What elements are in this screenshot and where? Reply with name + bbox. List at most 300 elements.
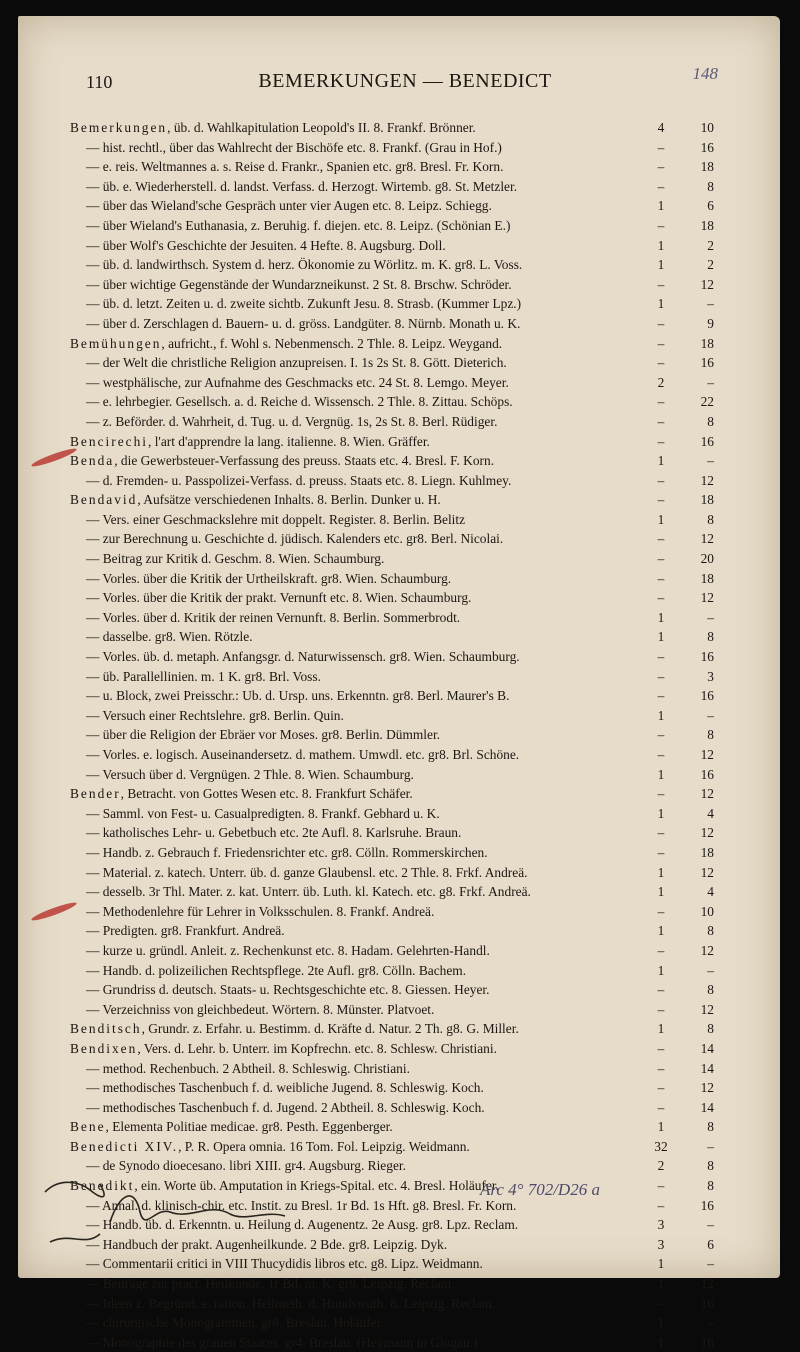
entry-title: — üb. d. letzt. Zeiten u. d. zweite sichtb. Zukunft Jesu. 8. Strasb. (Kummer Lpz.) [86, 296, 522, 312]
entry-text [70, 1039, 656, 1059]
catalog-entry [70, 549, 714, 569]
entry-title: — kurze u. gründl. Anleit. z. Rechenkunst etc. 8. Hadam. Gelehrten-Handl. [86, 942, 490, 958]
catalog-entry [70, 1039, 714, 1059]
catalog-entry [70, 725, 714, 745]
price-reichsthaler: – [657, 492, 665, 508]
price-groschen: – [707, 1138, 714, 1154]
entry-title: — Annal. d. klinisch-chir. etc. Instit. zu Bresl. 1r Bd. 1s Hft. g8. Bresl. Fr. Korn. [86, 1197, 517, 1213]
entry-text [86, 941, 656, 961]
entry-title: — Versuch über d. Vergnügen. 2 Thle. 8. Wien. Schaumburg. [86, 766, 414, 782]
entry-title: — Commentarii critici in VIII Thucydidis libros etc. g8. Lipz. Weidmann. [86, 1256, 483, 1272]
entry-text [86, 510, 656, 530]
price-reichsthaler: 1 [657, 257, 665, 273]
catalog-entry [70, 412, 714, 432]
entry-text [86, 1000, 656, 1020]
entry-text [70, 1137, 656, 1157]
price-reichsthaler: – [657, 1099, 665, 1115]
entry-text [86, 843, 656, 863]
catalog-entry [70, 569, 714, 589]
entry-text [70, 1117, 656, 1137]
catalog-entry [70, 941, 714, 961]
price-groschen: 8 [707, 1119, 714, 1135]
price-groschen: – [707, 962, 714, 978]
price-groschen: 8 [707, 1158, 714, 1174]
price-reichsthaler: 1 [657, 962, 665, 978]
entry-title: — u. Block, zwei Preisschr.: Ub. d. Ursp. uns. Erkenntn. gr8. Berl. Maurer's B. [86, 688, 510, 704]
price-reichsthaler: – [657, 355, 665, 371]
price-reichsthaler: – [657, 786, 665, 802]
price-groschen: 18 [700, 335, 714, 351]
price-groschen: 16 [700, 1197, 714, 1213]
price-groschen: – [707, 453, 714, 469]
catalog-entry [70, 921, 714, 941]
entry-text [86, 1313, 656, 1333]
price-reichsthaler: – [657, 1080, 665, 1096]
catalog-entry [70, 1098, 714, 1118]
catalog-entry [70, 980, 714, 1000]
entry-headword: Benditsch [70, 1021, 142, 1037]
price-groschen: 20 [700, 551, 714, 567]
entry-title: — Grundriss d. deutsch. Staats- u. Rechtsgeschichte etc. 8. Giessen. Heyer. [86, 982, 490, 998]
catalog-entry [70, 686, 714, 706]
entry-title: — Handb. üb. d. Erkenntn. u. Heilung d. Augenentz. 2e Ausg. gr8. Lpz. Reclam. [86, 1217, 519, 1233]
price-groschen: 18 [700, 492, 714, 508]
entry-title: — Vorles. e. logisch. Auseinandersetz. d. mathem. Umwdl. etc. gr8. Brl. Schöne. [86, 747, 520, 762]
entry-text [70, 490, 656, 510]
catalog-entry [70, 863, 714, 883]
catalog-entry [70, 1333, 714, 1352]
entry-text [86, 236, 656, 256]
price-reichsthaler: – [657, 551, 665, 567]
entry-text [86, 294, 656, 314]
price-groschen: 16 [700, 139, 714, 155]
entry-text [86, 608, 656, 628]
catalog-entry [70, 216, 714, 236]
entry-title: — dasselbe. gr8. Wien. Rötzle. [86, 629, 253, 645]
price-groschen: 18 [700, 844, 714, 860]
price-groschen: 16 [700, 355, 714, 371]
catalog-entry [70, 823, 714, 843]
price-reichsthaler: 1 [657, 1021, 665, 1037]
catalog-entry [70, 1274, 714, 1294]
entry-text [86, 569, 656, 589]
entry-title: — Vorles. über die Kritik der prakt. Vernunft etc. 8. Wien. Schaumburg. [86, 590, 472, 606]
entry-text [86, 667, 656, 687]
price-groschen: 16 [700, 1295, 714, 1311]
catalog-entry [70, 118, 714, 138]
entry-title: — Beitrag zur Kritik d. Geschm. 8. Wien. Schaumburg. [86, 551, 385, 567]
entry-headword: Bene [70, 1119, 106, 1135]
entry-headword: Benedicti XIV. [70, 1138, 179, 1154]
price-reichsthaler: – [657, 688, 665, 704]
catalog-entry [70, 373, 714, 393]
catalog-entry [70, 177, 714, 197]
catalog-entry [70, 1313, 714, 1333]
entry-title: — Ideen z. Begründ. e. ration. Heilmeth. d. Hundswuth. 8. Leipzig. Reclam. [86, 1295, 496, 1311]
price-groschen: 22 [700, 394, 714, 410]
entry-title: — Vorles. über die Kritik der Urtheilskraft. gr8. Wien. Schaumburg. [86, 570, 452, 586]
price-reichsthaler: – [657, 570, 665, 586]
catalog-entry [70, 1294, 714, 1314]
price-groschen: – [707, 296, 714, 312]
price-groschen: 14 [700, 1040, 714, 1056]
entry-text [86, 686, 656, 706]
catalog-entry [70, 882, 714, 902]
price-groschen: 3 [707, 668, 714, 684]
entry-text [86, 255, 656, 275]
entry-title: , Aufsätze verschiedenen Inhalts. 8. Berlin. Dunker u. H. [137, 492, 441, 508]
catalog-entry [70, 196, 714, 216]
price-groschen: – [707, 1217, 714, 1233]
price-reichsthaler: – [657, 217, 665, 233]
entry-headword: Bemühungen [70, 335, 162, 351]
price-reichsthaler: 1 [657, 923, 665, 939]
entry-text [86, 392, 656, 412]
catalog-entry [70, 902, 714, 922]
price-reichsthaler: – [657, 159, 665, 175]
price-reichsthaler: – [657, 472, 665, 488]
catalog-entry [70, 255, 714, 275]
price-groschen: 16 [700, 766, 714, 782]
price-reichsthaler: 1 [657, 766, 665, 782]
price-reichsthaler: – [657, 1001, 665, 1017]
entry-text [86, 373, 656, 393]
price-groschen: 12 [700, 786, 714, 802]
entry-text [86, 1078, 656, 1098]
catalog-entry [70, 510, 714, 530]
entry-title: — über d. Zerschlagen d. Bauern- u. d. gröss. Landgüter. 8. Nürnb. Monath u. K. [86, 315, 521, 331]
price-groschen: 12 [700, 1276, 714, 1292]
entry-text [86, 138, 656, 158]
price-groschen: – [707, 1256, 714, 1272]
price-groschen: 8 [707, 1178, 714, 1194]
price-reichsthaler: – [657, 276, 665, 292]
price-groschen: 12 [700, 531, 714, 547]
catalog-entry [70, 804, 714, 824]
entry-text [86, 823, 656, 843]
price-reichsthaler: 4 [657, 120, 665, 135]
catalog-entry [70, 647, 714, 667]
catalog-entry [70, 471, 714, 491]
price-groschen: 12 [700, 1080, 714, 1096]
entry-title: , Elementa Politiae medicae. gr8. Pesth. Eggenberger. [105, 1119, 393, 1135]
price-groschen: 9 [707, 315, 714, 331]
price-reichsthaler: – [657, 1040, 665, 1056]
price-groschen: 2 [707, 237, 714, 253]
entry-title: , Betracht. von Gottes Wesen etc. 8. Frankfurt Schäfer. [120, 786, 413, 802]
catalog-entry [70, 1137, 714, 1157]
price-reichsthaler: 1 [657, 1334, 665, 1350]
entry-text [86, 471, 656, 491]
price-reichsthaler: 1 [657, 237, 665, 253]
entry-title: — Predigten. gr8. Frankfurt. Andreä. [86, 923, 285, 939]
price-groschen: – [707, 609, 714, 625]
entry-text [86, 902, 656, 922]
price-reichsthaler: 1 [657, 707, 665, 723]
entry-title: — über Wieland's Euthanasia, z. Beruhig. f. diejen. etc. 8. Leipz. (Schönian E.) [86, 217, 511, 233]
price-groschen: 6 [707, 1236, 714, 1252]
entry-title: — Verzeichniss von gleichbedeut. Wörtern. 8. Münster. Platvoet. [86, 1001, 435, 1017]
page-header [70, 64, 740, 96]
entry-title: — üb. e. Wiederherstell. d. landst. Verfass. d. Herzogt. Wirtemb. g8. St. Metzler. [86, 178, 518, 194]
entry-text [86, 647, 656, 667]
price-reichsthaler: – [657, 1197, 665, 1213]
entry-text [86, 725, 656, 745]
entry-title: — über wichtige Gegenstände der Wundarzneikunst. 2 St. 8. Brschw. Schröder. [86, 276, 512, 292]
entry-text [70, 1019, 656, 1039]
catalog-entry [70, 236, 714, 256]
price-reichsthaler: 1 [657, 198, 665, 214]
price-groschen: 16 [700, 1334, 714, 1350]
page-number: 110 [86, 72, 113, 92]
entry-text [86, 882, 656, 902]
entry-text [86, 863, 656, 883]
price-groschen: 12 [700, 1001, 714, 1017]
price-reichsthaler: 2 [657, 1158, 665, 1174]
price-groschen: 8 [707, 923, 714, 939]
price-groschen: 4 [707, 884, 714, 900]
entry-text [86, 627, 656, 647]
entry-text [86, 1254, 656, 1274]
entry-title: — Vorles. üb. d. metaph. Anfangsgr. d. Naturwissensch. gr8. Wien. Schaumburg. [86, 649, 520, 665]
price-reichsthaler: 1 [657, 453, 665, 469]
catalog-entry [70, 392, 714, 412]
price-reichsthaler: – [657, 139, 665, 155]
price-groschen: 16 [700, 649, 714, 665]
catalog-entry [70, 1078, 714, 1098]
price-groschen: 8 [707, 727, 714, 743]
entry-text [86, 921, 656, 941]
entry-title: , die Gewerbsteuer-Verfassung des preuss. Staats etc. 4. Bresl. F. Korn. [114, 453, 495, 469]
entry-title: — westphälische, zur Aufnahme des Geschmacks etc. 24 St. 8. Lemgo. Meyer. [86, 374, 509, 390]
price-reichsthaler: 2 [657, 374, 665, 390]
price-groschen: 4 [707, 805, 714, 821]
price-groschen: 12 [700, 942, 714, 958]
catalog-entry [70, 157, 714, 177]
price-reichsthaler: 1 [657, 296, 665, 312]
entry-text [86, 804, 656, 824]
price-reichsthaler: – [657, 413, 665, 429]
entry-title: — üb. Parallellinien. m. 1 K. gr8. Brl. Voss. [86, 668, 321, 684]
price-groschen: 10 [700, 120, 714, 135]
entry-title: — Material. z. katech. Unterr. üb. d. ganze Glaubensl. etc. 2 Thle. 8. Frkf. Andreä. [86, 864, 528, 880]
catalog-entry [70, 961, 714, 981]
catalog-entry [70, 745, 714, 765]
entry-headword: Bender [70, 786, 121, 802]
entry-text [86, 980, 656, 1000]
price-groschen: – [707, 374, 714, 390]
entry-text [70, 451, 656, 471]
price-reichsthaler: – [657, 1060, 665, 1076]
catalog-entry [70, 451, 714, 471]
catalog-entry [70, 627, 714, 647]
price-groschen: 12 [700, 472, 714, 488]
entry-headword: Bendixen [70, 1040, 138, 1056]
price-reichsthaler: – [657, 747, 665, 762]
price-reichsthaler: 3 [657, 1236, 665, 1252]
entry-text [86, 157, 656, 177]
price-groschen: 8 [707, 982, 714, 998]
catalog-entry [70, 314, 714, 334]
price-reichsthaler: – [657, 590, 665, 606]
entry-title: — chirurgische Monogrammen. gr8. Breslau. Holäufer. [86, 1315, 384, 1331]
running-head: BEMERKUNGEN — BENEDICT [258, 70, 552, 92]
price-reichsthaler: – [657, 649, 665, 665]
price-reichsthaler: – [657, 844, 665, 860]
price-reichsthaler: – [657, 1295, 665, 1311]
price-groschen: – [707, 1315, 714, 1331]
price-reichsthaler: – [657, 942, 665, 958]
price-reichsthaler: 32 [654, 1138, 668, 1154]
entry-text [86, 588, 656, 608]
price-reichsthaler: 3 [657, 1217, 665, 1233]
catalog-entry [70, 588, 714, 608]
entry-title: — Handbuch der prakt. Augenheilkunde. 2 Bde. gr8. Leipzig. Dyk. [86, 1236, 448, 1252]
entry-title: , l'art d'apprendre la lang. italienne. 8. Wien. Gräffer. [148, 433, 430, 449]
price-reichsthaler: – [657, 315, 665, 331]
catalog-entry [70, 294, 714, 314]
catalog-entry [70, 706, 714, 726]
price-groschen: 8 [707, 178, 714, 194]
price-reichsthaler: 1 [657, 1119, 665, 1135]
price-reichsthaler: 1 [657, 1276, 665, 1292]
price-groschen: 18 [700, 570, 714, 586]
entry-title: , Grundr. z. Erfahr. u. Bestimm. d. Kräfte d. Natur. 2 Th. g8. G. Miller. [141, 1021, 519, 1037]
entry-title: , P. R. Opera omnia. 16 Tom. Fol. Leipzig. Weidmann. [178, 1138, 470, 1154]
catalog-entry [70, 1117, 714, 1137]
price-reichsthaler: 1 [657, 884, 665, 900]
catalog-entry [70, 275, 714, 295]
entry-title: — über die Religion der Ebräer vor Moses. gr8. Berlin. Dümmler. [86, 727, 441, 743]
entry-text [86, 549, 656, 569]
entry-title: — über das Wieland'sche Gespräch unter vier Augen etc. 8. Leipz. Schiegg. [86, 198, 492, 214]
price-groschen: 18 [700, 159, 714, 175]
entry-title: — methodisches Taschenbuch f. d. weibliche Jugend. 8. Schleswig. Koch. [86, 1080, 484, 1096]
entry-text [70, 432, 656, 452]
catalog-entry [70, 784, 714, 804]
entry-text [70, 784, 656, 804]
price-reichsthaler: – [657, 982, 665, 998]
price-reichsthaler: – [657, 727, 665, 743]
entry-text [86, 314, 656, 334]
price-reichsthaler: – [657, 433, 665, 449]
entry-headword: Benedikt [70, 1178, 135, 1194]
catalog-entry [70, 353, 714, 373]
catalog-entry [70, 843, 714, 863]
entry-title: — Vorles. über d. Kritik der reinen Vernunft. 8. Berlin. Sommerbrodt. [86, 609, 461, 625]
entry-text [86, 1294, 656, 1314]
entry-title: — zur Berechnung u. Geschichte d. jüdisch. Kalenders etc. gr8. Berl. Nicolai. [86, 531, 504, 547]
entry-title: — Vers. einer Geschmackslehre mit doppelt. Register. 8. Berlin. Belitz [86, 511, 466, 527]
price-groschen: 12 [700, 747, 714, 762]
price-reichsthaler: 1 [657, 511, 665, 527]
price-groschen: 6 [707, 198, 714, 214]
entry-headword: Bendavid [70, 492, 138, 508]
price-reichsthaler: 1 [657, 805, 665, 821]
entry-headword: Bencirechi [70, 433, 148, 449]
price-reichsthaler: – [657, 531, 665, 547]
entry-title: — Handb. z. Gebrauch f. Friedensrichter etc. gr8. Cölln. Rommerskirchen. [86, 844, 488, 860]
price-groschen: 12 [700, 864, 714, 880]
price-reichsthaler: – [657, 903, 665, 919]
price-groschen: 12 [700, 825, 714, 841]
entry-title: — Versuch einer Rechtslehre. gr8. Berlin. Quin. [86, 707, 344, 723]
price-reichsthaler: 1 [657, 609, 665, 625]
price-groschen: 8 [707, 629, 714, 645]
entry-text [86, 1333, 656, 1352]
catalog-entry [70, 138, 714, 158]
entry-title: — Handb. d. polizeilichen Rechtspflege. 2te Aufl. gr8. Cölln. Bachem. [86, 962, 467, 978]
entry-title: — de Synodo dioecesano. libri XIII. gr4. Augsburg. Rieger. [86, 1158, 406, 1174]
entry-title: — methodisches Taschenbuch f. d. Jugend. 2 Abtheil. 8. Schleswig. Koch. [86, 1099, 485, 1115]
entry-title: — hist. rechtl., über das Wahlrecht der Bischöfe etc. 8. Frankf. (Grau in Hof.) [86, 139, 502, 155]
price-reichsthaler: 1 [657, 864, 665, 880]
entry-text [86, 196, 656, 216]
price-groschen: 16 [700, 433, 714, 449]
price-reichsthaler: – [657, 1178, 665, 1194]
entry-text [70, 334, 656, 354]
catalog-entry [70, 529, 714, 549]
catalog-entries [70, 118, 714, 1352]
price-reichsthaler: – [657, 335, 665, 351]
shelfmark-annotation: Arc 4° 702/D26 a [480, 1180, 600, 1199]
price-reichsthaler: – [657, 668, 665, 684]
price-reichsthaler: 1 [657, 629, 665, 645]
catalog-entry [70, 1254, 714, 1274]
price-groschen: 14 [700, 1060, 714, 1076]
entry-title: — üb. d. landwirthsch. System d. herz. Ökonomie zu Wörlitz. m. K. gr8. L. Voss. [86, 257, 523, 273]
entry-text [86, 745, 656, 765]
entry-text [86, 1274, 656, 1294]
price-reichsthaler: – [657, 178, 665, 194]
entry-text [70, 118, 656, 138]
price-groschen: 12 [700, 276, 714, 292]
price-groschen: 2 [707, 257, 714, 273]
entry-title: — e. lehrbegier. Gesellsch. a. d. Reiche d. Wissensch. 2 Thle. 8. Zittau. Schöps. [86, 394, 513, 410]
catalog-entry [70, 334, 714, 354]
price-groschen: 8 [707, 1021, 714, 1037]
entry-title: — katholisches Lehr- u. Gebetbuch etc. 2te Aufl. 8. Karlsruhe. Braun. [86, 825, 462, 841]
entry-headword: Bemerkungen [70, 120, 168, 135]
entry-title: — method. Rechenbuch. 2 Abtheil. 8. Schleswig. Christiani. [86, 1060, 410, 1076]
catalog-entry [70, 490, 714, 510]
price-reichsthaler: – [657, 394, 665, 410]
entry-text [86, 765, 656, 785]
price-groschen: 16 [700, 688, 714, 704]
entry-text [86, 412, 656, 432]
price-groschen: 8 [707, 511, 714, 527]
entry-title: — Beiträge zur pract. Heilkunde. 1r Bd. m. K. gr8. Leipzig. Reclam. [86, 1276, 455, 1292]
entry-title: — Monographie des grauen Staares. gr4. Breslau. (Heymann in Glogau.) [86, 1334, 478, 1350]
entry-title: — Methodenlehre für Lehrer in Volksschulen. 8. Frankf. Andreä. [86, 903, 435, 919]
entry-title: — z. Beförder. d. Wahrheit, d. Tug. u. d. Vergnüg. 1s, 2s St. 8. Berl. Rüdiger. [86, 413, 498, 429]
price-groschen: 14 [700, 1099, 714, 1115]
entry-headword: Benda [70, 453, 115, 469]
price-groschen: 18 [700, 217, 714, 233]
entry-title: , aufricht., f. Wohl s. Nebenmensch. 2 Thle. 8. Leipz. Weygand. [161, 335, 503, 351]
entry-title: — über Wolf's Geschichte der Jesuiten. 4 Hefte. 8. Augsburg. Doll. [86, 237, 446, 253]
price-groschen: 10 [700, 903, 714, 919]
entry-title: — desselb. 3r Thl. Mater. z. kat. Unterr. üb. Luth. kl. Katech. etc. g8. Frkf. Andreä. [86, 884, 531, 900]
handwritten-signature [40, 1172, 300, 1252]
entry-text [86, 216, 656, 236]
entry-title: — e. reis. Weltmannes a. s. Reise d. Frankr., Spanien etc. gr8. Bresl. Fr. Korn. [86, 159, 504, 175]
entry-text [86, 353, 656, 373]
entry-title: — der Welt die christliche Religion anzupreisen. I. 1s 2s St. 8. Gött. Dieterich. [86, 355, 507, 371]
entry-title: — Samml. von Fest- u. Casualpredigten. 8. Frankf. Gebhard u. K. [86, 805, 440, 821]
entry-text [86, 529, 656, 549]
entry-text [86, 1059, 656, 1079]
